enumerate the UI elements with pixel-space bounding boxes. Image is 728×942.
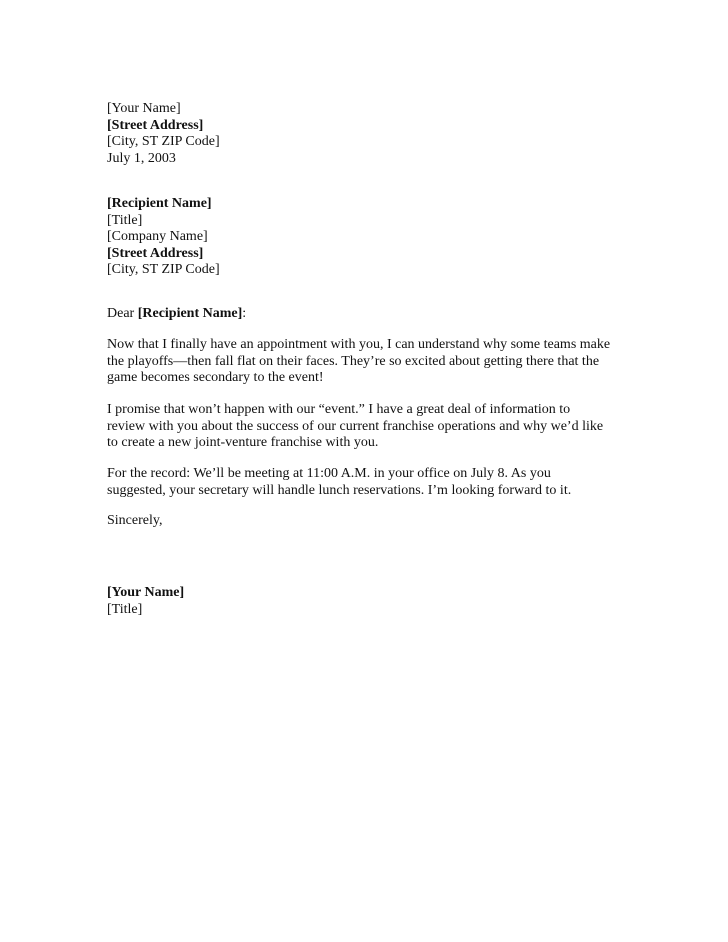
recipient-name: [Recipient Name] [107, 196, 212, 211]
signature-name: [Your Name] [107, 585, 185, 600]
paragraph-line: review with you about the success of our current franchise operations and why we’d like [107, 418, 604, 434]
sender-address-block [107, 101, 627, 167]
body-paragraph-3 [107, 466, 627, 499]
signature-title: [Title] [107, 601, 143, 617]
paragraph-line: suggested, your secretary will handle lunch reservations. I’m looking forward to it. [107, 482, 572, 498]
recipient-address-block [107, 196, 627, 279]
salutation-recipient-name: [Recipient Name] [137, 306, 243, 321]
letter-date: July 1, 2003 [107, 150, 176, 166]
recipient-street: [Street Address] [107, 245, 204, 261]
sender-city: [City, ST ZIP Code] [107, 134, 220, 149]
paragraph-line: to create a new joint-venture franchise with you. [107, 435, 379, 450]
salutation-suffix: : [242, 306, 247, 321]
body-paragraph-1 [107, 337, 627, 387]
closing [107, 513, 627, 530]
paragraph-line: I promise that won’t happen with our “event.” I have a great deal of information to [107, 402, 571, 417]
paragraph-line: game becomes secondary to the event! [107, 370, 324, 385]
recipient-title: [Title] [107, 212, 143, 228]
recipient-company: [Company Name] [107, 229, 208, 244]
body-paragraph-2 [107, 402, 627, 452]
paragraph-line: Now that I finally have an appointment with you, I can understand why some teams make [107, 337, 611, 352]
closing-text: Sincerely, [107, 513, 163, 528]
salutation-prefix: Dear [107, 306, 138, 321]
signature-block [107, 585, 627, 618]
recipient-city: [City, ST ZIP Code] [107, 262, 220, 277]
paragraph-line: the playoffs—then fall flat on their faces. They’re so excited about getting there that the [107, 353, 600, 369]
salutation [107, 306, 627, 323]
paragraph-line: For the record: We’ll be meeting at 11:00 A.M. in your office on July 8. As you [107, 466, 551, 481]
sender-name: [Your Name] [107, 101, 181, 116]
sender-street: [Street Address] [107, 117, 204, 133]
